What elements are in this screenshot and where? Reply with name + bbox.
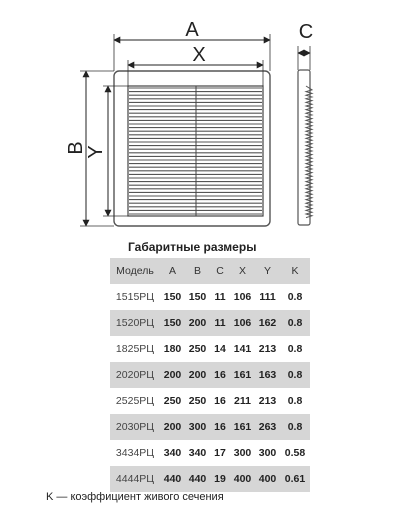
- table-cell: 213: [258, 343, 277, 355]
- table-cell: 4444РЦ: [110, 466, 160, 492]
- dim-label-b: B: [65, 141, 87, 155]
- table-header: K: [280, 258, 310, 284]
- table-cell: 211: [234, 395, 251, 407]
- table-cell: 111: [259, 291, 276, 303]
- table-cell: 106: [233, 291, 252, 303]
- table-cell: 11: [210, 310, 230, 336]
- table-cell: 440: [185, 466, 210, 492]
- table-cell: 11: [214, 291, 226, 303]
- table-header: Y: [255, 258, 280, 284]
- table-cell: 180: [163, 343, 182, 355]
- table-cell: 16: [214, 395, 226, 407]
- dimensions-table: [110, 258, 310, 492]
- table-cell: 1520РЦ: [110, 310, 160, 336]
- table-cell: 250: [163, 395, 182, 407]
- table-cell: 0.8: [280, 362, 310, 388]
- table-cell: 2030РЦ: [110, 414, 160, 440]
- table-cell: 440: [160, 466, 185, 492]
- table-cell: 163: [255, 362, 280, 388]
- table-header: B: [185, 258, 210, 284]
- table-cell: 200: [185, 310, 210, 336]
- table-row: [110, 466, 310, 492]
- table-cell: 0.8: [287, 291, 303, 303]
- table-header: X: [230, 258, 255, 284]
- table-row: [110, 440, 310, 466]
- table-cell: 1515РЦ: [115, 291, 155, 303]
- table-cell: 200: [160, 362, 185, 388]
- table-cell: 300: [258, 447, 277, 459]
- table-cell: 14: [214, 343, 226, 355]
- table-title: Габаритные размеры: [128, 240, 257, 254]
- table-cell: 16: [210, 414, 230, 440]
- dim-label-a: A: [185, 19, 199, 41]
- dim-label-x: X: [192, 44, 206, 66]
- table-cell: 263: [255, 414, 280, 440]
- footnote: K — коэффициент живого сечения: [46, 491, 224, 503]
- grille-drawing: [0, 0, 400, 235]
- grille-side-profile: [298, 70, 310, 225]
- table-cell: 162: [255, 310, 280, 336]
- table-cell: 161: [230, 414, 255, 440]
- table-cell: 3434РЦ: [115, 447, 155, 459]
- table-cell: 400: [255, 466, 280, 492]
- table-cell: 106: [230, 310, 255, 336]
- table-cell: 17: [214, 447, 226, 459]
- table-row: [110, 284, 310, 310]
- table-cell: 0.8: [287, 343, 303, 355]
- table-cell: 250: [188, 395, 207, 407]
- table-cell: 16: [210, 362, 230, 388]
- dim-label-y: Y: [85, 145, 107, 159]
- table-cell: 0.8: [280, 310, 310, 336]
- table-cell: 1825РЦ: [115, 343, 155, 355]
- table-cell: 2020РЦ: [110, 362, 160, 388]
- table-cell: 141: [233, 343, 252, 355]
- table-row: [110, 414, 310, 440]
- table-row: [110, 336, 310, 362]
- table-row: [110, 310, 310, 336]
- table-cell: 0.8: [287, 395, 303, 407]
- table-cell: 0.58: [284, 447, 306, 459]
- table-cell: 161: [230, 362, 255, 388]
- table-cell: 150: [188, 291, 207, 303]
- table-cell: 340: [188, 447, 207, 459]
- table-header: A: [160, 258, 185, 284]
- table-cell: 0.61: [280, 466, 310, 492]
- table-cell: 340: [163, 447, 182, 459]
- table-header: Модель: [110, 258, 160, 284]
- table-row: [110, 388, 310, 414]
- dim-label-c: C: [298, 21, 314, 43]
- table-cell: 400: [230, 466, 255, 492]
- table-header: C: [210, 258, 230, 284]
- table-cell: 250: [188, 343, 207, 355]
- table-cell: 200: [185, 362, 210, 388]
- table-header-row: [110, 258, 310, 284]
- table-cell: 300: [185, 414, 210, 440]
- table-cell: 19: [210, 466, 230, 492]
- table-row: [110, 362, 310, 388]
- table-cell: 300: [233, 447, 252, 459]
- table-cell: 0.8: [280, 414, 310, 440]
- table-cell: 2525РЦ: [115, 395, 155, 407]
- table-cell: 213: [258, 395, 277, 407]
- table-cell: 150: [160, 310, 185, 336]
- table-cell: 150: [163, 291, 182, 303]
- table-cell: 200: [160, 414, 185, 440]
